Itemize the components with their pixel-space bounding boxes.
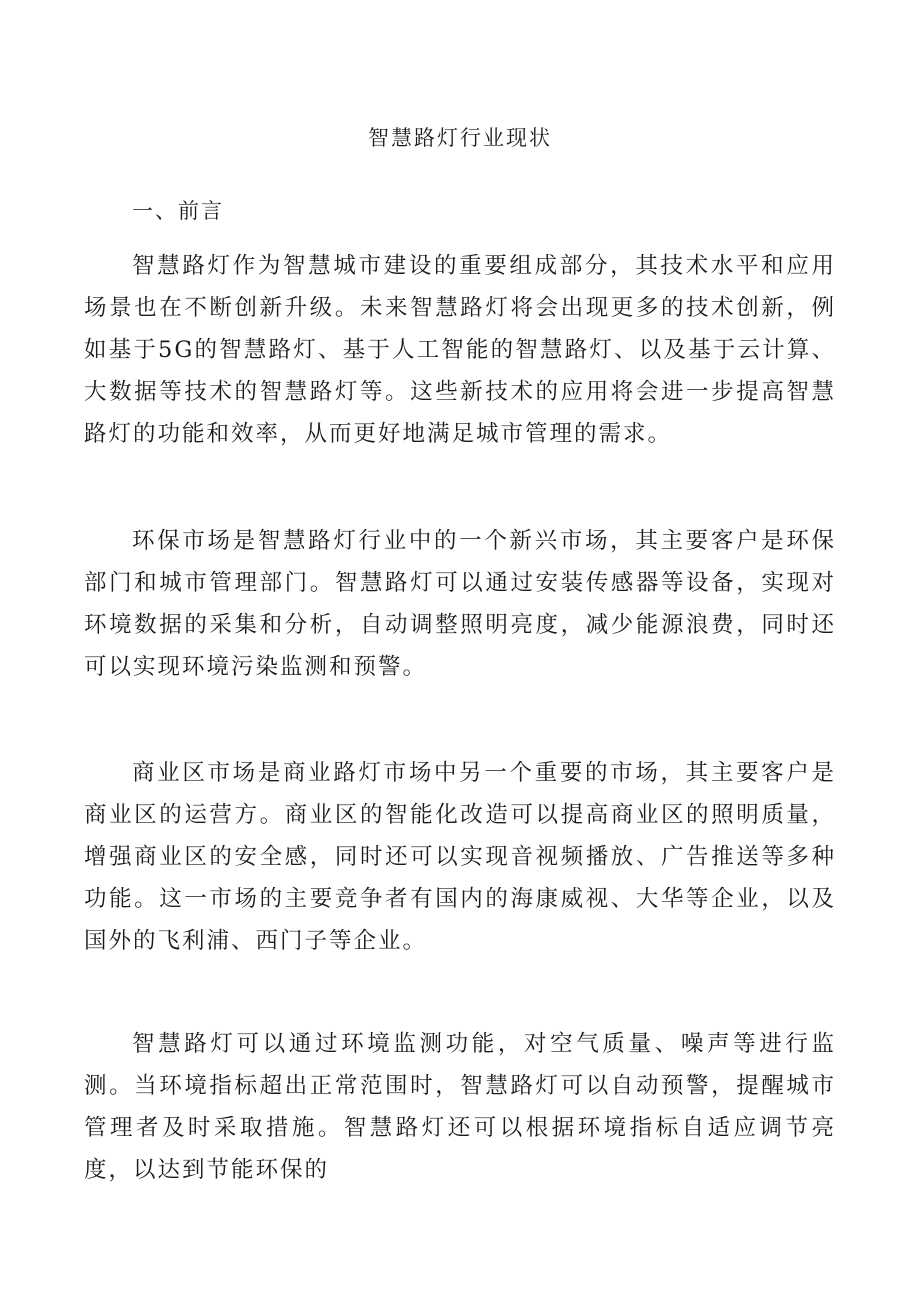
paragraph-intro: 智慧路灯作为智慧城市建设的重要组成部分，其技术水平和应用场景也在不断创新升级。未来智慧路灯将会出现更多的技术创新，例如基于5G的智慧路灯、基于人工智能的智慧路灯、以及基于云计算、大数据等技术的智慧路灯等。这些新技术的应用将会进一步提高智慧路灯的功能和效率，从而更好地满足城市管理的需求。	[84, 253, 836, 447]
paragraph-environmental-market: 环保市场是智慧路灯行业中的一个新兴市场，其主要客户是环保部门和城市管理部门。智慧路灯可以通过安装传感器等设备，实现对环境数据的采集和分析，自动调整照明亮度，减少能源浪费，同时还可以实现环境污染监测和预警。	[84, 528, 836, 680]
document-title: 智慧路灯行业现状	[368, 126, 552, 150]
paragraph-commercial-market: 商业区市场是商业路灯市场中另一个重要的市场，其主要客户是商业区的运营方。商业区的智能化改造可以提高商业区的照明质量，增强商业区的安全感，同时还可以实现音视频播放、广告推送等多种功能。这一市场的主要竞争者有国内的海康威视、大华等企业，以及国外的飞利浦、西门子等企业。	[84, 760, 836, 954]
paragraph-environment-monitoring: 智慧路灯可以通过环境监测功能，对空气质量、噪声等进行监测。当环境指标超出正常范围时，智慧路灯可以自动预警，提醒城市管理者及时采取措施。智慧路灯还可以根据环境指标自适应调节亮度，以达到节能环保的	[84, 1031, 836, 1183]
section-heading: 一、前言	[132, 199, 224, 223]
